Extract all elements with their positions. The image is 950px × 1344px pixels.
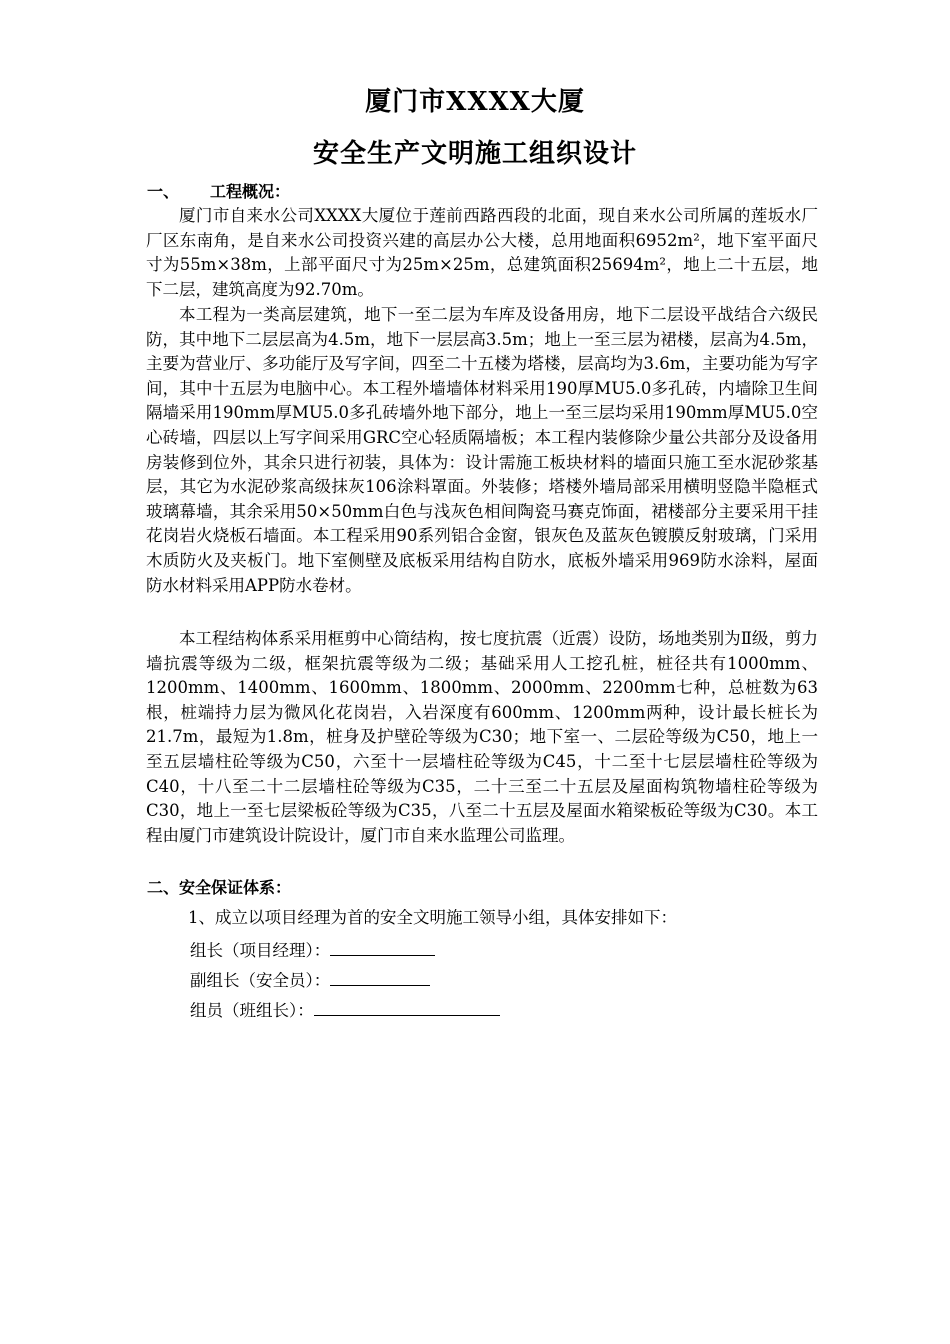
role-deputy: [190, 967, 430, 993]
document-subtitle: 安全生产文明施工组织设计: [312, 139, 637, 169]
section1-heading: [147, 180, 290, 204]
section2-heading: 二、安全保证体系：: [147, 878, 292, 897]
role-leader-blank: [330, 937, 435, 956]
role-member: [190, 997, 500, 1023]
section1-heading-text: 工程概况：: [210, 182, 291, 201]
role-leader-label: 组长（项目经理）：: [190, 941, 331, 960]
document-title: 厦门市XXXX大厦: [365, 87, 585, 117]
role-deputy-blank: [330, 967, 430, 986]
paragraph-overview-3: 本工程结构体系采用框剪中心筒结构，按七度抗震（近震）设防，场地类别为Ⅱ级，剪力墙抗震等级为二级，框架抗震等级为二级；基础采用人工挖孔桩，桩径共有1000mm、1200mm、1400mm、1600mm、1800mm、2000mm、2200mm七种，总桩数为63根，桩端持力层为微风化花岗岩，入岩深度有600mm、1200mm两种，设计最长桩长为21.7m，最短为1.8m，桩身及护壁砼等级为C30；地下室一、二层砼等级为C50，地上一至五层墙柱砼等级为C50，六至十一层墙柱砼等级为C45，十二至十七层层墙柱砼等级为C40，十八至二十二层墙柱砼等级为C35，二十三至二十五层及屋面构筑物墙柱砼等级为C30，地上一至七层梁板砼等级为C35，八至二十五层及屋面水箱梁板砼等级为C30。本工程由厦门市建筑设计院设计，厦门市自来水监理公司监理。: [146, 629, 818, 845]
section2-item-1: 1、成立以项目经理为首的安全文明施工领导小组，具体安排如下：: [188, 908, 677, 927]
role-deputy-label: 副组长（安全员）：: [190, 971, 331, 990]
role-member-blank: [314, 997, 500, 1016]
section1-number: 一、: [147, 182, 180, 201]
paragraph-overview-1: 厦门市自来水公司XXXX大厦位于莲前西路西段的北面，现自来水公司所属的莲坂水厂厂区东南角，是自来水公司投资兴建的高层办公大楼，总用地面积6952m²，地下室平面尺寸为55m×38m，上部平面尺寸为25m×25m，总建筑面积25694m²，地上二十五层，地下二层，建筑高度为92.70m。: [146, 206, 818, 299]
role-member-label: 组员（班组长）：: [190, 1001, 314, 1020]
paragraph-overview-2: 本工程为一类高层建筑，地下一至二层为车库及设备用房，地下二层设平战结合六级民防，其中地下二层层高为4.5m，地下一层层高3.5m；地上一至三层为裙楼，层高为4.5m，主要为营业厅、多功能厅及写字间，四至二十五楼为塔楼，层高均为3.6m，主要功能为写字间，其中十五层为电脑中心。本工程外墙墙体材料采用190厚MU5.0多孔砖，内墙除卫生间隔墙采用190mm厚MU5.0多孔砖墙外地下部分，地上一至三层均采用190mm厚MU5.0空心砖墙，四层以上写字间采用GRC空心轻质隔墙板；本工程内装修除少量公共部分及设备用房装修到位外，其余只进行初装，具体为：设计需施工板块材料的墙面只施工至水泥砂浆基层，其它为水泥砂浆高级抹灰106涂料罩面。外装修；塔楼外墙局部采用横明竖隐半隐框式玻璃幕墙，其余采用50×50mm白色与浅灰色相间陶瓷马赛克饰面，裙楼部分主要采用干挂花岗岩火烧板石墙面。本工程采用90系列铝合金窗，银灰色及蓝灰色镀膜反射玻璃，门采用木质防火及夹板门。地下室侧壁及底板采用结构自防水，底板外墙采用969防水涂料，屋面防水材料采用APP防水卷材。: [146, 305, 818, 595]
role-leader: [190, 937, 435, 963]
